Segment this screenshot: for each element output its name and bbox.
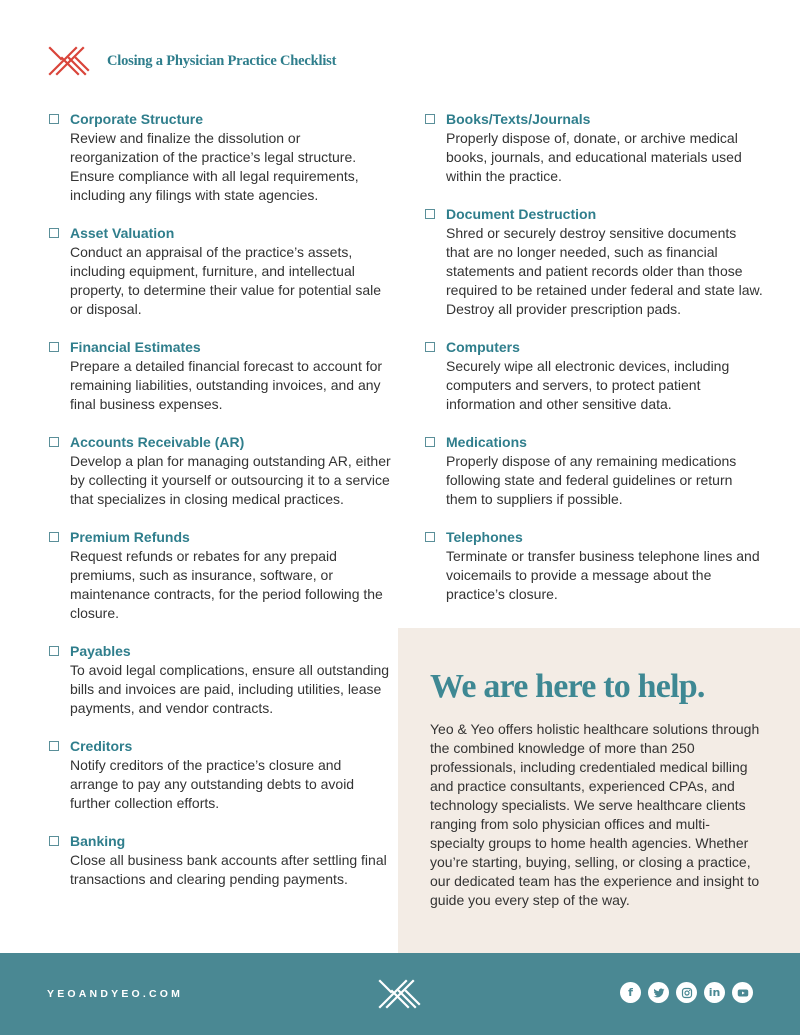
checklist-item-title: Books/Texts/Journals <box>446 111 591 127</box>
page-footer <box>0 953 800 1035</box>
checklist-item <box>47 433 392 509</box>
checkbox-icon[interactable] <box>49 114 59 124</box>
page-title: Closing a Physician Practice Checklist <box>107 52 337 69</box>
checklist-item-description: Close all business bank accounts after settling final transactions and clearing pending payments. <box>70 852 387 887</box>
checkbox-icon[interactable] <box>49 342 59 352</box>
checkbox-icon[interactable] <box>49 437 59 447</box>
checklist-item-title: Medications <box>446 434 527 450</box>
checklist-item <box>47 642 392 718</box>
checklist-item-title: Creditors <box>70 738 133 754</box>
checklist-item-title: Corporate Structure <box>70 111 204 127</box>
checklist-item <box>423 205 763 319</box>
checkbox-icon[interactable] <box>425 209 435 219</box>
checklist-item-title: Document Destruction <box>446 206 597 222</box>
instagram-icon[interactable] <box>676 982 697 1003</box>
checklist-item-title: Premium Refunds <box>70 529 190 545</box>
yeo-logo-icon <box>47 45 91 77</box>
linkedin-icon[interactable]: in <box>704 982 725 1003</box>
checklist-item <box>47 224 392 319</box>
checkbox-icon[interactable] <box>425 532 435 542</box>
facebook-icon[interactable]: f <box>620 982 641 1003</box>
checklist-item-description: Securely wipe all electronic devices, including computers and servers, to protect patient information and other sensitive data. <box>446 358 730 412</box>
social-links <box>620 982 753 1003</box>
checklist-item <box>423 110 763 186</box>
checklist-item-description: Review and finalize the dissolution or reorganization of the practice’s legal structure. Ensure compliance with all legal requirements, including any filings with state agencies. <box>70 130 359 203</box>
checklist-item-description: Conduct an appraisal of the practice’s assets, including equipment, furniture, and intellectual property, to determine their value for potential sale or disposal. <box>70 244 382 317</box>
checklist-item <box>423 338 763 414</box>
help-description: Yeo & Yeo offers holistic healthcare solutions through the combined knowledge of more than 250 professionals, including credentialed medical billing and practice consultants, experienced CPAs, and technology specialists. We serve healthcare clients ranging from solo physician offices and multi-specialty groups to home health agencies. Whether you’re starting, buying, selling, or closing a practice, our dedicated team has the experience and insight to guide you every step of the way. <box>430 721 760 908</box>
checkbox-icon[interactable] <box>49 836 59 846</box>
checkbox-icon[interactable] <box>49 741 59 751</box>
checklist-item-title: Asset Valuation <box>70 225 175 241</box>
checklist-item-description: Shred or securely destroy sensitive documents that are no longer needed, such as financial statements and patient records older than those required to be retained under federal and state law. Destroy all provider prescription pads. <box>446 225 763 317</box>
checklist-item-title: Payables <box>70 643 131 659</box>
checklist-item-description: Develop a plan for managing outstanding AR, either by collecting it yourself or outsourcing it to a service that specializes in closing medical practices. <box>70 453 391 507</box>
checkbox-icon[interactable] <box>425 437 435 447</box>
checklist-item-description: Notify creditors of the practice’s closure and arrange to pay any outstanding debts to avoid further collection efforts. <box>70 757 355 811</box>
checkbox-icon[interactable] <box>49 228 59 238</box>
checklist-left-column <box>47 110 392 889</box>
checklist-item-title: Computers <box>446 339 520 355</box>
checklist-item-description: To avoid legal complications, ensure all outstanding bills and invoices are paid, including utilities, lease payments, and vendor contracts. <box>70 662 390 716</box>
checklist-right-column <box>423 110 763 604</box>
yeo-logo-icon <box>377 978 423 1010</box>
checklist-item-description: Properly dispose of, donate, or archive medical books, journals, and educational materials used within the practice. <box>446 130 742 184</box>
checklist-item-title: Banking <box>70 833 126 849</box>
page-header <box>47 45 336 77</box>
checkbox-icon[interactable] <box>425 114 435 124</box>
website-link[interactable]: YEOANDYEO.COM <box>47 988 184 1000</box>
checklist-item <box>47 528 392 623</box>
checklist-item-title: Financial Estimates <box>70 339 201 355</box>
checklist-item <box>423 433 763 509</box>
checklist-item <box>47 110 392 205</box>
checklist-item <box>423 528 763 604</box>
checklist-item <box>47 832 392 889</box>
checklist-item-title: Telephones <box>446 529 523 545</box>
checklist-item-title: Accounts Receivable (AR) <box>70 434 245 450</box>
checklist-item-description: Request refunds or rebates for any prepaid premiums, such as insurance, software, or maintenance contracts, for the period following the closure. <box>70 548 383 621</box>
youtube-icon[interactable] <box>732 982 753 1003</box>
checkbox-icon[interactable] <box>49 532 59 542</box>
checkbox-icon[interactable] <box>49 646 59 656</box>
help-heading: We are here to help. <box>430 668 705 705</box>
checkbox-icon[interactable] <box>425 342 435 352</box>
checklist-item <box>47 737 392 813</box>
twitter-icon[interactable] <box>648 982 669 1003</box>
checklist-item-description: Properly dispose of any remaining medications following state and federal guidelines or return them to suppliers if possible. <box>446 453 737 507</box>
checklist-item <box>47 338 392 414</box>
help-panel <box>398 628 800 953</box>
checklist-item-description: Terminate or transfer business telephone lines and voicemails to provide a message about the practice’s closure. <box>446 548 760 602</box>
checklist-item-description: Prepare a detailed financial forecast to account for remaining liabilities, outstanding invoices, and any final business expenses. <box>70 358 383 412</box>
